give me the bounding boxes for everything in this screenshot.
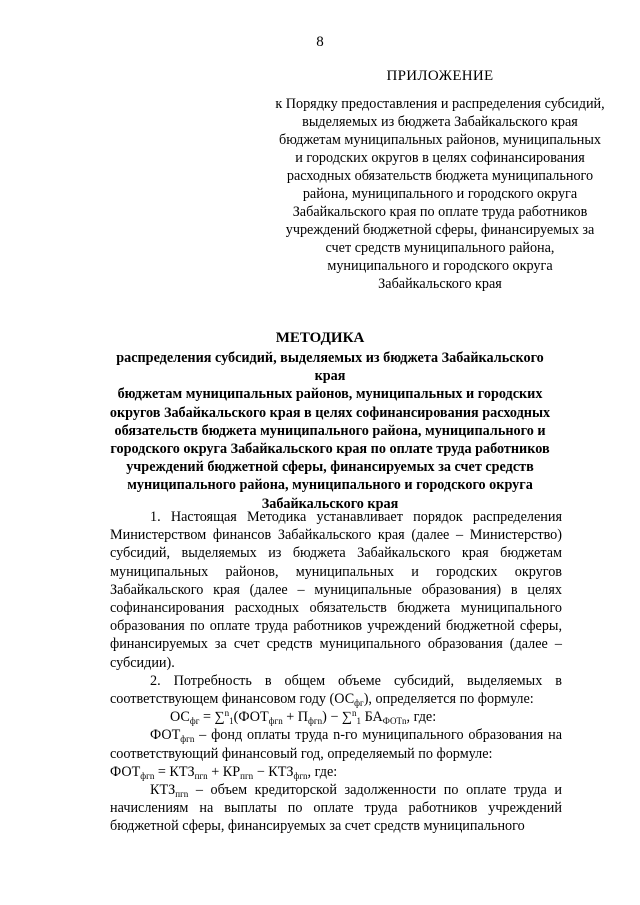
p4-symbol: КТЗ — [150, 782, 176, 799]
f1-part3: ) − ∑ — [322, 709, 353, 726]
appendix-line: Забайкальского края — [378, 276, 502, 292]
f2-p3: − КТЗ — [253, 763, 294, 780]
subtitle-line: муниципального района, муниципального и городского округа — [127, 477, 533, 494]
f2-p1: = КТЗ — [154, 763, 195, 780]
paragraph-2 — [110, 672, 562, 708]
subtitle-line: учреждений бюджетной сферы, финансируемых за счет средств — [126, 459, 534, 476]
appendix-line: района, муниципального и городского округа — [302, 186, 578, 202]
appendix-line: расходных обязательств бюджета муниципального — [286, 168, 594, 184]
f1-sum-sup: n — [224, 708, 230, 719]
f1-sum-sub: 1 — [229, 716, 234, 727]
appendix-reference — [240, 95, 640, 293]
f2-p3-sub: фгn — [293, 770, 308, 781]
f2-p2: + КР — [207, 763, 241, 780]
f1-part1-sub: фгn — [268, 716, 283, 727]
appendix-line: к Порядку предоставления и распределения субсидий, — [275, 96, 605, 112]
f1-sum2-sup: n — [352, 708, 357, 719]
appendix-title: ПРИЛОЖЕНИЕ — [386, 68, 494, 84]
appendix-line: и городских округов в целях софинансирования — [295, 150, 585, 166]
appendix-line: счет средств муниципального района, — [325, 240, 555, 256]
methodology-subtitle — [100, 349, 560, 513]
p4-symbol-sub: пгn — [175, 789, 189, 800]
formula-fot — [110, 763, 562, 781]
f1-part4-sub: ФОТn — [382, 716, 407, 727]
p3-text: – фонд оплаты труда n-го муниципального образования на соответствующий финансовый год, определяемый по формуле: — [110, 727, 562, 762]
f1-lhs: ОС — [170, 709, 190, 726]
f1-sum: = ∑ — [199, 709, 225, 726]
appendix-line: учреждений бюджетной сферы, финансируемых за — [285, 222, 595, 238]
paragraph-ktz — [110, 781, 562, 836]
p4-text: – объем кредиторской задолженности по оплате труда и начислениям на выплаты по оплате труда работников учреждений бюджетной сферы, финансируемых за счет средств муниципального — [110, 782, 562, 835]
appendix-line: бюджетам муниципальных районов, муниципальных — [279, 132, 601, 148]
subtitle-line: распределения субсидий, выделяемых из бюджета Забайкальского края — [116, 350, 544, 385]
methodology-title: МЕТОДИКА — [275, 330, 365, 346]
paragraph-fot — [110, 726, 562, 762]
f1-part2-sub: фгn — [308, 716, 323, 727]
f2-p2-sub: пгn — [240, 770, 254, 781]
subtitle-line: городского округа Забайкальского края по оплате труда работников — [110, 441, 550, 458]
appendix-line: Забайкальского края по оплате труда работников — [292, 204, 588, 220]
f2-lhs-sub: фгn — [140, 770, 155, 781]
subtitle-line: бюджетам муниципальных районов, муниципальных и городских — [117, 386, 543, 403]
p2-symbol-sub: фг — [354, 698, 364, 709]
f2-tail: , где: — [307, 763, 338, 780]
p3-symbol-sub: фгn — [180, 734, 195, 745]
p2-symbol: ОС — [334, 691, 355, 708]
p3-symbol: ФОТ — [150, 727, 181, 744]
p2-end: ), определяется по формуле: — [363, 691, 534, 708]
subtitle-line: округов Забайкальского края в целях софинансирования расходных — [109, 404, 551, 421]
f2-p1-sub: пгn — [194, 770, 208, 781]
body-text — [110, 508, 562, 836]
formula-os — [110, 708, 562, 726]
f1-sum2-sub: 1 — [356, 716, 362, 727]
f1-lhs-sub: фг — [189, 716, 200, 727]
f1-part2: + П — [282, 709, 309, 726]
f1-part1: (ФОТ — [233, 709, 269, 726]
subtitle-line: Забайкальского края — [261, 495, 399, 512]
appendix-line: выделяемых из бюджета Забайкальского края — [302, 114, 578, 130]
subtitle-line: обязательств бюджета муниципального района, муниципального и — [114, 422, 546, 439]
f1-tail: , где: — [406, 709, 437, 726]
p2-start: 2. Потребность в общем объеме субсидий, выделяемых в соответствующем финансовом году ( — [110, 672, 562, 708]
f1-part4: БА — [361, 709, 383, 726]
paragraph-1: 1. Настоящая Методика устанавливает порядок распределения Министерством финансов Забайкальского края (далее – Министерство) субсидий, выделяемых из бюджета Забайкальского края бюджетам муниципальных районов, муниципальных и городских округов Забайкальского края (далее – муниципальные образования) в целях софинансирования расходных обязательств бюджета муниципального образования по оплате труда работников учреждений бюджетной сферы, финансируемых за счет средств муниципального образования (далее – субсидии). — [110, 509, 562, 671]
appendix-line: муниципального и городского округа — [327, 258, 553, 274]
f2-lhs: ФОТ — [110, 763, 141, 780]
page-number: 8 — [316, 34, 324, 50]
